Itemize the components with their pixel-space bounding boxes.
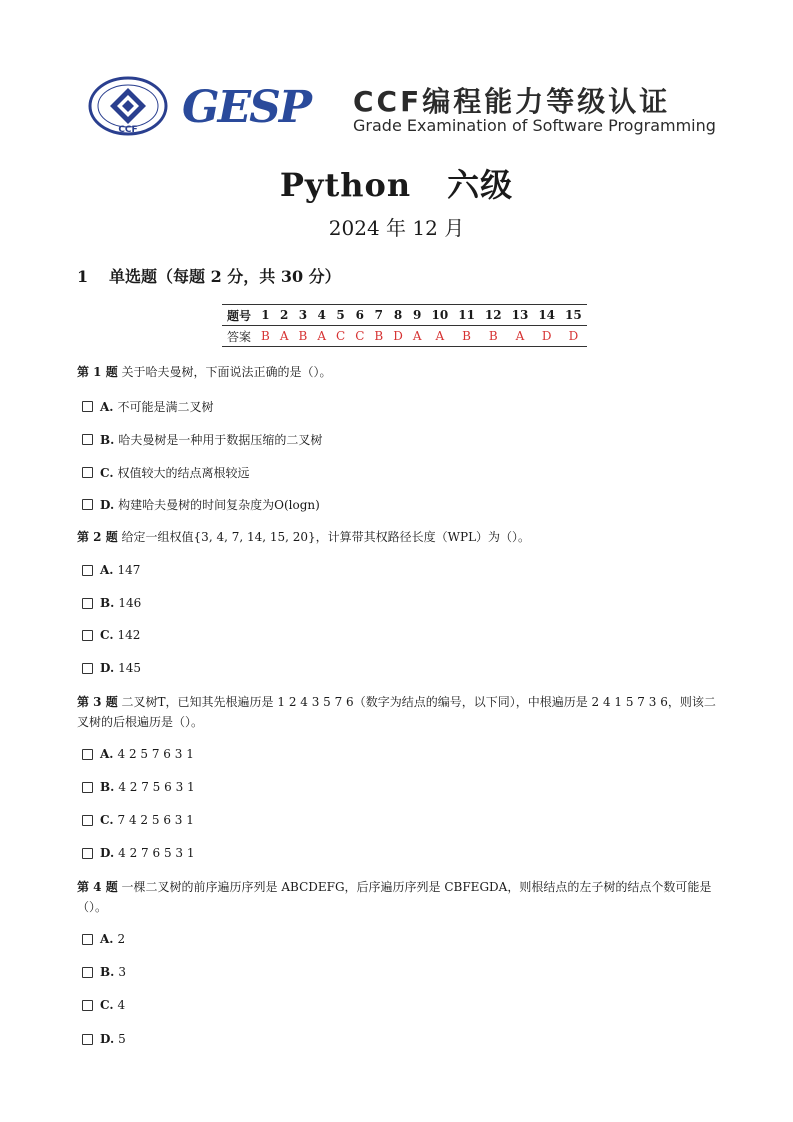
- option-key: C.: [100, 628, 114, 642]
- qnum-cell: 6: [350, 305, 369, 326]
- question-2: [77, 527, 717, 547]
- option-key: B.: [100, 780, 115, 794]
- q2-option-c[interactable]: [82, 628, 140, 642]
- answer-table: [222, 304, 587, 347]
- qnum-cell: 3: [294, 305, 313, 326]
- option-text: 4 2 5 7 6 3 1: [117, 747, 194, 761]
- answer-cell: A: [427, 326, 454, 347]
- qnum-cell: 15: [560, 305, 587, 326]
- section-number: 1: [77, 267, 89, 286]
- option-text: 3: [118, 965, 126, 979]
- option-key: A.: [100, 563, 114, 577]
- option-key: D.: [100, 1032, 115, 1046]
- checkbox-icon[interactable]: [82, 1000, 93, 1011]
- checkbox-icon[interactable]: [82, 815, 93, 826]
- checkbox-icon[interactable]: [82, 401, 93, 412]
- answer-cell: B: [453, 326, 480, 347]
- header-title: CCF编程能力等级认证: [353, 85, 671, 118]
- q1-option-c[interactable]: [82, 464, 250, 481]
- question-label: 第 2 题: [77, 530, 118, 544]
- answer-cell: A: [275, 326, 294, 347]
- qnum-cell: 9: [408, 305, 427, 326]
- q4-option-c[interactable]: [82, 998, 125, 1012]
- checkbox-icon[interactable]: [82, 434, 93, 445]
- answer-cell: C: [350, 326, 369, 347]
- header-subtitle: Grade Examination of Software Programming: [353, 116, 716, 135]
- option-key: A.: [100, 932, 114, 946]
- q1-option-b[interactable]: [82, 431, 322, 448]
- q4-option-a[interactable]: [82, 932, 125, 946]
- question-4: [77, 877, 717, 917]
- q2-option-a[interactable]: [82, 563, 140, 577]
- answer-cell: A: [408, 326, 427, 347]
- checkbox-icon[interactable]: [82, 630, 93, 641]
- question-text: 给定一组权值{3, 4, 7, 14, 15, 20}，计算带其权路径长度（WPL）为（）。: [121, 530, 531, 544]
- answer-cell: D: [533, 326, 560, 347]
- option-key: D.: [100, 846, 115, 860]
- qnum-cell: 13: [507, 305, 534, 326]
- option-key: C.: [100, 465, 114, 480]
- option-text: 145: [118, 661, 142, 675]
- checkbox-icon[interactable]: [82, 934, 93, 945]
- q4-option-d[interactable]: [82, 1032, 126, 1046]
- question-label: 第 3 题: [77, 695, 118, 709]
- page-header: [88, 72, 728, 142]
- option-key: A.: [100, 399, 114, 414]
- question-1: [77, 362, 717, 382]
- q3-option-c[interactable]: [82, 813, 194, 827]
- answer-cell: B: [256, 326, 275, 347]
- q3-option-a[interactable]: [82, 747, 194, 761]
- q3-option-d[interactable]: [82, 846, 195, 860]
- option-key: B.: [100, 432, 115, 447]
- option-key: A.: [100, 747, 114, 761]
- answer-cell: D: [388, 326, 408, 347]
- question-3: [77, 692, 717, 732]
- answer-table-answer-label: 答案: [222, 326, 256, 347]
- answer-table-header-row: [222, 305, 587, 326]
- answer-cell: B: [480, 326, 507, 347]
- option-text: 4: [117, 998, 126, 1012]
- q3-option-b[interactable]: [82, 780, 195, 794]
- answer-cell: B: [294, 326, 313, 347]
- answer-cell: A: [312, 326, 331, 347]
- checkbox-icon[interactable]: [82, 782, 93, 793]
- question-label: 第 1 题: [77, 365, 118, 379]
- document-date: 2024 年 12 月: [328, 216, 465, 240]
- qnum-cell: 7: [369, 305, 388, 326]
- qnum-cell: 5: [331, 305, 350, 326]
- qnum-cell: 4: [312, 305, 331, 326]
- qnum-cell: 2: [275, 305, 294, 326]
- qnum-cell: 12: [480, 305, 507, 326]
- svg-text:CCF: CCF: [118, 125, 138, 135]
- ccf-logo-icon: [88, 76, 168, 136]
- qnum-cell: 14: [533, 305, 560, 326]
- option-text: 146: [118, 596, 142, 610]
- document-title: [0, 160, 793, 206]
- qnum-cell: 10: [427, 305, 454, 326]
- checkbox-icon[interactable]: [82, 565, 93, 576]
- option-text: 142: [117, 628, 141, 642]
- option-text: 147: [117, 563, 141, 577]
- question-label: 第 4 题: [77, 880, 118, 894]
- option-text: 4 2 7 6 5 3 1: [118, 846, 195, 860]
- q1-option-d[interactable]: [82, 496, 320, 513]
- gesp-logo: GESP: [182, 82, 310, 133]
- q2-option-d[interactable]: [82, 661, 141, 675]
- checkbox-icon[interactable]: [82, 749, 93, 760]
- option-text: 4 2 7 5 6 3 1: [118, 780, 195, 794]
- qnum-cell: 11: [453, 305, 480, 326]
- answer-cell: B: [369, 326, 388, 347]
- q4-option-b[interactable]: [82, 965, 126, 979]
- checkbox-icon[interactable]: [82, 499, 93, 510]
- question-text: 关于哈夫曼树，下面说法正确的是（）。: [121, 365, 332, 379]
- option-text: 权值较大的结点离根较远: [117, 466, 250, 480]
- q1-option-a[interactable]: [82, 398, 214, 415]
- checkbox-icon[interactable]: [82, 467, 93, 478]
- option-text: 2: [117, 932, 126, 946]
- section-heading: [77, 264, 341, 287]
- question-text: 二叉树T，已知其先根遍历是 1 2 4 3 5 7 6（数字为结点的编号，以下同），中根遍历是 2 4 1 5 7 3 6，则该二叉树的后根遍历是（）。: [77, 695, 716, 729]
- option-key: D.: [100, 497, 115, 512]
- qnum-cell: 8: [388, 305, 408, 326]
- checkbox-icon[interactable]: [82, 598, 93, 609]
- checkbox-icon[interactable]: [82, 967, 93, 978]
- checkbox-icon[interactable]: [82, 848, 93, 859]
- option-key: B.: [100, 596, 115, 610]
- option-text: 不可能是满二叉树: [117, 400, 214, 414]
- answer-table-header-label: 题号: [222, 305, 256, 326]
- option-key: B.: [100, 965, 115, 979]
- checkbox-icon[interactable]: [82, 663, 93, 674]
- option-key: C.: [100, 813, 114, 827]
- title-level: 六级: [447, 166, 514, 204]
- option-text: 7 4 2 5 6 3 1: [117, 813, 194, 827]
- q2-option-b[interactable]: [82, 596, 141, 610]
- checkbox-icon[interactable]: [82, 1034, 93, 1045]
- section-title: 单选题（每题 2 分，共 30 分）: [109, 267, 341, 286]
- option-text: 构建哈夫曼树的时间复杂度为O(logn): [118, 498, 320, 512]
- option-key: C.: [100, 998, 114, 1012]
- answer-cell: C: [331, 326, 350, 347]
- question-text: 一棵二叉树的前序遍历序列是 ABCDEFG，后序遍历序列是 CBFEGDA，则根结点的左子树的结点个数可能是（）。: [77, 880, 712, 914]
- answer-cell: D: [560, 326, 587, 347]
- qnum-cell: 1: [256, 305, 275, 326]
- option-key: D.: [100, 661, 115, 675]
- answer-cell: A: [507, 326, 534, 347]
- option-text: 5: [118, 1032, 126, 1046]
- answer-table-answer-row: [222, 326, 587, 347]
- title-language: Python: [279, 166, 412, 204]
- option-text: 哈夫曼树是一种用于数据压缩的二叉树: [118, 433, 323, 447]
